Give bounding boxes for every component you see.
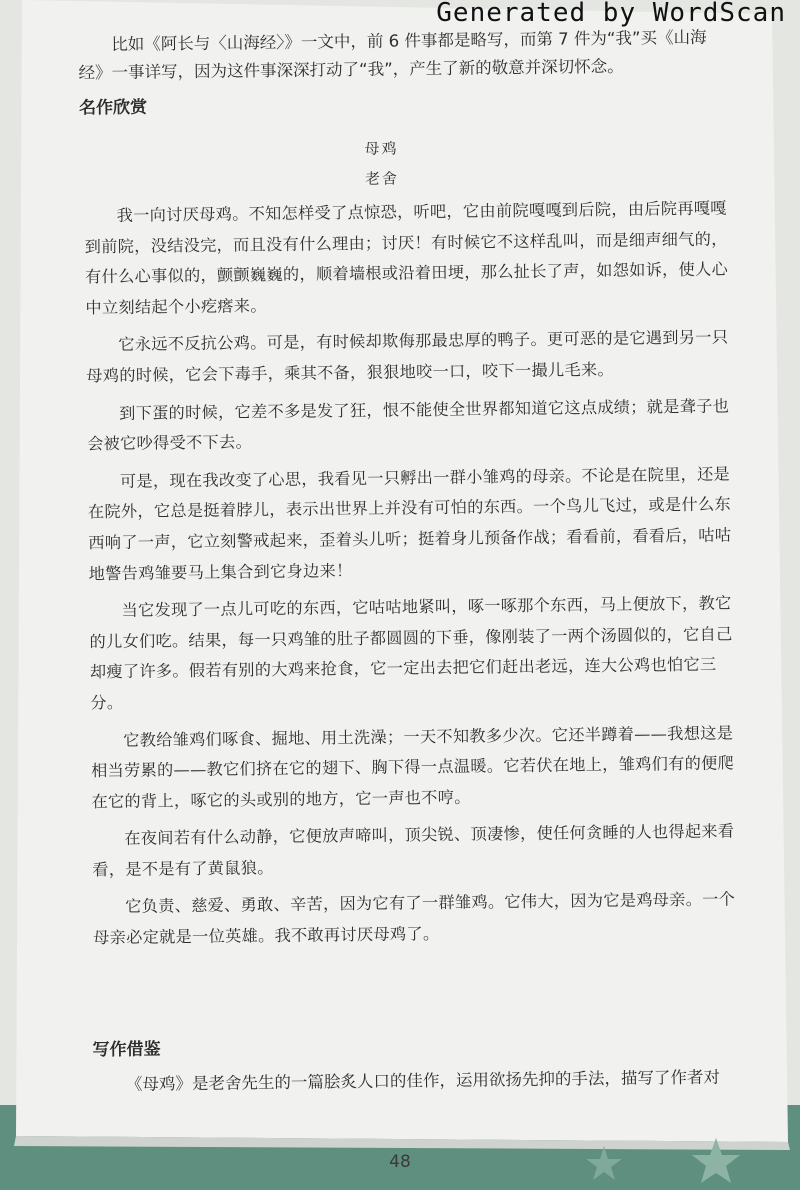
essay-paragraph: 我一向讨厌母鸡。不知怎样受了点惊恐，听吧，它由前院嘎嘎到后院，由后院再嘎嘎到前院，没结没完，而且没有什么理由；讨厌！有时候它不这样乱叫，而是细声细气的，有什么心事似的，颤颤巍巍的，顺着墙根或沿着田埂，那么扯长了声，如怨如诉，使人心中立刻结起个小疙瘩来。 [84, 198, 729, 318]
essay-body [84, 193, 741, 961]
page-number: 48 [389, 1152, 411, 1172]
essay-paragraph: 到下蛋的时候，它差不多是发了狂，恨不能使全世界都知道它这点成绩；就是聋子也会被它吵得受不下去。 [87, 396, 730, 454]
book-page [30, 15, 778, 1114]
intro-paragraph: 比如《阿长与〈山海经〉》一文中，前 6 件事都是略写，而第 7 件为“我”买《山海经》一事详写，因为这件事深深打动了“我”，产生了新的敬意并深切怀念。 [78, 27, 707, 83]
essay-paragraph: 它负责、慈爱、勇敢、辛苦，因为它有了一群雏鸡。它伟大，因为它是鸡母亲。一个母亲必定就是一位英雄。我不敢再讨厌母鸡了。 [93, 889, 736, 948]
essay-paragraph: 它教给雏鸡们啄食、掘地、用土洗澡；一天不知教多少次。它还半蹲着——我想这是相当劳累的——教它们挤在它的翅下、胸下得一点温暖。它若伏在地上，雏鸡们有的便爬在它的背上，啄它的头或别的地方，它一声也不哼。 [91, 722, 735, 811]
section-heading-writing: 写作借鉴 [92, 1039, 161, 1061]
essay-paragraph: 它永远不反抗公鸡。可是，有时候却欺侮那最忠厚的鸭子。更可恶的是它遇到另一只母鸡的时候，它会下毒手，乘其不备，狠狠地咬一口，咬下一撮儿毛来。 [86, 327, 729, 386]
watermark-text: Generated by WordScan [436, 0, 786, 28]
section-heading-appreciation: 名作欣赏 [78, 97, 148, 119]
essay-paragraph: 在夜间若有什么动静，它便放声啼叫，顶尖锐、顶凄惨，使任何贪睡的人也得起来看看，是不是有了黄鼠狼。 [92, 821, 735, 880]
essay-paragraph: 当它发现了一点儿可吃的东西，它咕咕地紧叫，啄一啄那个东西，马上便放下，教它的儿女们吃。结果，每一只鸡雏的肚子都圆圆的下垂，像刚装了一两个汤圆似的，它自己却瘦了许多。假若有别的大鸡来抢食，它一定出去把它们赶出老远，连大公鸡也怕它三分。 [89, 593, 733, 713]
essay-author: 老舍 [364, 169, 400, 188]
essay-title: 母鸡 [364, 139, 399, 158]
writing-comment: 《母鸡》是老舍先生的一篇脍炙人口的佳作，运用欲扬先抑的手法，描写了作者对 [125, 1067, 721, 1094]
essay-paragraph: 可是，现在我改变了心思，我看见一只孵出一群小雏鸡的母亲。不论是在院里，还是在院外，它总是挺着脖儿，表示出世界上并没有可怕的东西。一个鸟儿飞过，或是什么东西响了一声，它立刻警戒起来，歪着头儿听；挺着身儿预备作战；看看前，看看后，咕咕地警告鸡雏要马上集合到它身边来！ [87, 464, 732, 583]
